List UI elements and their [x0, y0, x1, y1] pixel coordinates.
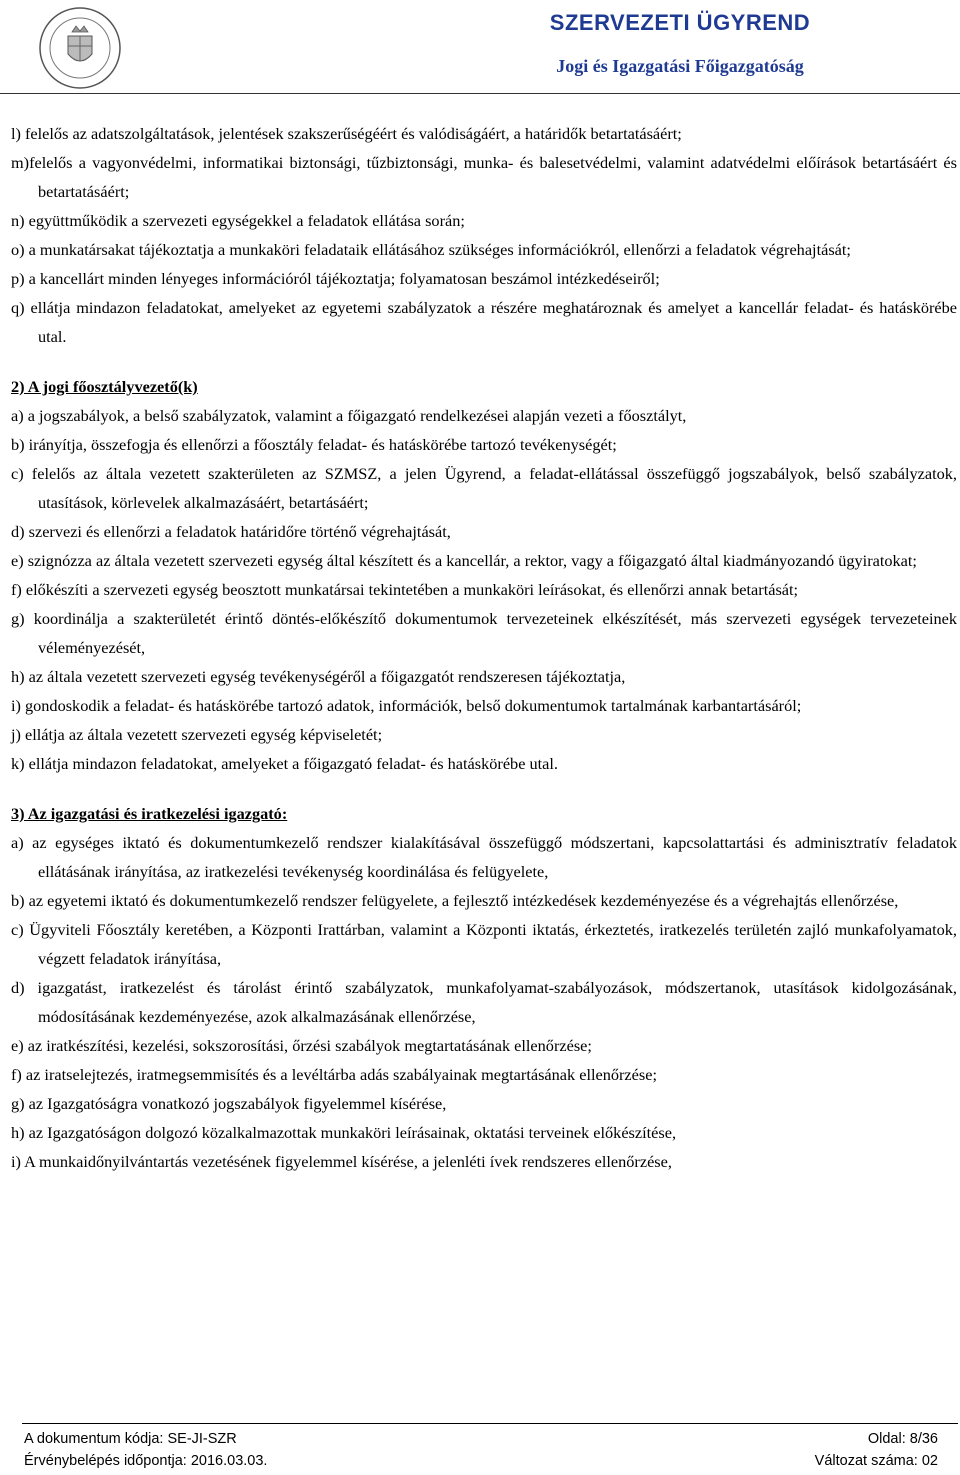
document-code: A dokumentum kódja: SE-JI-SZR — [24, 1431, 237, 1447]
list-item: q) ellátja mindazon feladatokat, amelyeket az egyetemi szabályzatok a részére meghatároznak és amelyet a kancellár feladat- és hatáskörébe utal. — [11, 298, 957, 346]
list-item: g) koordinálja a szakterületét érintő döntés-előkészítő dokumentumok tervezeteinek elkészítését, más szervezeti egységek tervezeteinek véleményezését, — [11, 609, 957, 657]
list-item: c) felelős az általa vezetett szakterületen az SZMSZ, a jelen Ügyrend, a feladat-ellátással összefüggő jogszabályok, belső szabályzatok, utasítások, körlevelek alkalmazásáért, betartásáért; — [11, 464, 957, 512]
page-footer — [0, 1423, 960, 1475]
header-divider — [0, 93, 960, 94]
effective-date: Érvénybelépés időpontja: 2016.03.03. — [24, 1453, 268, 1469]
list-item: e) az iratkészítési, kezelési, sokszorosítási, őrzési szabályok megtartatásának ellenőrzése; — [11, 1036, 592, 1055]
page-header — [0, 0, 960, 95]
list-item: d) szervezi és ellenőrzi a feladatok határidőre történő végrehajtását, — [11, 522, 451, 541]
department-name: Jogi és Igazgatási Főigazgatóság — [556, 56, 804, 76]
version-number: Változat száma: 02 — [814, 1453, 938, 1469]
list-item: m)felelős a vagyonvédelmi, informatikai biztonsági, tűzbiztonsági, munka- és balesetvédelmi, valamint adatvédelmi előírások betartásáért és betartatásáért; — [11, 153, 957, 201]
list-item: f) előkészíti a szervezeti egység beosztott munkatársai tekintetében a munkaköri leírásokat, és ellenőrzi annak betartását; — [11, 580, 799, 599]
list-item: k) ellátja mindazon feladatokat, amelyeket a főigazgató feladat- és hatáskörébe utal. — [11, 754, 558, 773]
list-item: p) a kancellárt minden lényeges információról tájékoztatja; folyamatosan beszámol intézkedéseiről; — [11, 269, 660, 288]
list-item: c) Ügyviteli Főosztály keretében, a Központi Irattárban, valamint a Központi iktatás, érkeztetés, iratkezelés területén zajló munkafolyamatok, végzett feladatok irányítása, — [11, 920, 957, 968]
list-item: b) irányítja, összefogja és ellenőrzi a főosztály feladat- és hatáskörébe tartozó tevékenységét; — [11, 435, 617, 454]
university-seal-icon — [38, 6, 122, 90]
list-item: i) gondoskodik a feladat- és hatáskörébe tartozó adatok, információk, belső dokumentumok tartalmának karbantartásáról; — [11, 696, 802, 715]
list-item: b) az egyetemi iktató és dokumentumkezelő rendszer felügyelete, a fejlesztő intézkedések kezdeményezése és a végrehajtás ellenőrzése, — [11, 891, 899, 910]
list-item: a) az egységes iktató és dokumentumkezelő rendszer kialakításával összefüggő módszertani, kapcsolattartási és adminisztratív feladatok ellátásának irányítása, az iratkezelési tevékenység koordinálása és felügyelete, — [11, 833, 957, 881]
document-title: SZERVEZETI ÜGYREND — [549, 10, 811, 35]
list-item: f) az iratselejtezés, iratmegsemmisítés és a levéltárba adás szabályainak megtartásának ellenőrzése; — [11, 1065, 657, 1084]
list-item: h) az általa vezetett szervezeti egység tevékenységéről a főigazgatót rendszeresen tájékoztatja, — [11, 667, 626, 686]
list-item: l) felelős az adatszolgáltatások, jelentések szakszerűségéért és valódiságáért, a határidők betartatásáért; — [11, 124, 682, 143]
footer-divider — [22, 1423, 958, 1424]
list-item: a) a jogszabályok, a belső szabályzatok, valamint a főigazgató rendelkezései alapján vezeti a főosztályt, — [11, 406, 687, 425]
list-item: g) az Igazgatóságra vonatkozó jogszabályok figyelemmel kísérése, — [11, 1094, 447, 1113]
document-body — [11, 119, 957, 1176]
list-item: e) szignózza az általa vezetett szervezeti egység által készített és a kancellár, a rektor, vagy a főigazgató által kiadmányozandó ügyiratokat; — [11, 551, 917, 570]
page-number: Oldal: 8/36 — [867, 1431, 938, 1447]
list-item: j) ellátja az általa vezetett szervezeti egység képviseletét; — [11, 725, 383, 744]
list-item: o) a munkatársakat tájékoztatja a munkaköri feladataik ellátásához szükséges információkról, ellenőrzi a feladatok végrehajtását; — [11, 240, 851, 259]
list-item: i) A munkaidőnyilvántartás vezetésének figyelemmel kísérése, a jelenléti ívek rendszeres ellenőrzése, — [11, 1152, 672, 1171]
list-item: d) igazgatást, iratkezelést és tárolást érintő szabályzatok, munkafolyamat-szabályozások, módszertanok, utasítások kidolgozásának, módosításának kezdeményezése, azok alkalmazásának ellenőrzése, — [11, 978, 957, 1026]
list-item: h) az Igazgatóságon dolgozó közalkalmazottak munkaköri leírásainak, oktatási terveinek előkészítése, — [11, 1123, 677, 1142]
section-heading-2: 2) A jogi főosztályvezető(k) — [11, 377, 198, 396]
list-item: n) együttműködik a szervezeti egységekkel a feladatok ellátása során; — [11, 211, 465, 230]
section-heading-3: 3) Az igazgatási és iratkezelési igazgató: — [11, 804, 288, 823]
